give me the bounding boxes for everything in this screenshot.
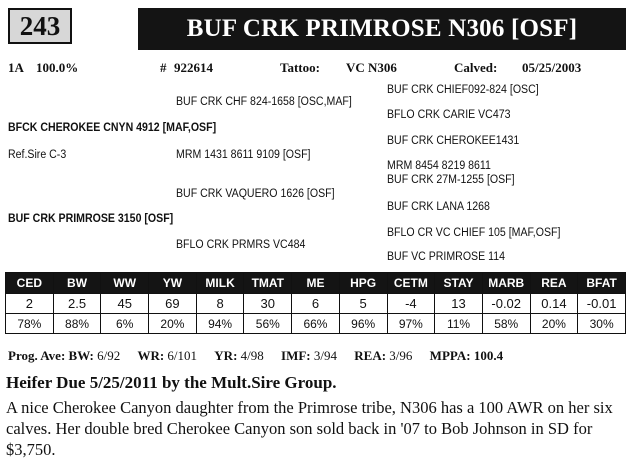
- epd-value-yw: 69: [149, 294, 197, 314]
- epd-table: [5, 272, 626, 334]
- prog-mppa-value: 100.4: [473, 348, 504, 363]
- pedigree-ssd: BFLO CRK CARIE VC473: [387, 109, 511, 121]
- epd-value-row: [6, 294, 626, 314]
- tattoo-value: VC N306: [346, 60, 397, 75]
- calved-label: Calved:: [454, 60, 498, 75]
- heifer-due-note: Heifer Due 5/25/2011 by the Mult.Sire Group.: [6, 373, 337, 392]
- epd-acc-bfat: 30%: [578, 314, 626, 334]
- lot-number: 243: [8, 8, 72, 44]
- epd-acc-milk: 94%: [196, 314, 244, 334]
- pedigree-dam-dam: BFLO CRK PRMRS VC484: [176, 239, 306, 251]
- epd-value-me: 6: [292, 294, 340, 314]
- epd-header-tmat: TMAT: [244, 273, 292, 294]
- prog-imf-value: 3/94: [313, 348, 338, 363]
- prog-imf-label: IMF:: [281, 348, 311, 363]
- pedigree-ddd: BUF VC PRIMROSE 114: [387, 251, 505, 263]
- epd-header-yw: YW: [149, 273, 197, 294]
- prog-rea-value: 3/96: [389, 348, 413, 363]
- pedigree-dam-sire: BUF CRK VAQUERO 1626 [OSF]: [176, 188, 335, 200]
- epd-header-rea: REA: [530, 273, 578, 294]
- epd-value-stay: 13: [435, 294, 483, 314]
- tattoo-label: Tattoo:: [280, 60, 320, 75]
- percent: 100.0%: [36, 60, 79, 75]
- prog-bw-value: 6/92: [97, 348, 121, 363]
- epd-value-cetm: -4: [387, 294, 435, 314]
- prog-wr-value: 6/101: [167, 348, 198, 363]
- pedigree-sire-dam: MRM 1431 8611 9109 [OSF]: [176, 149, 311, 161]
- prog-bw-label: Prog. Ave: BW:: [8, 348, 94, 363]
- epd-header-hpg: HPG: [339, 273, 387, 294]
- epd-acc-rea: 20%: [530, 314, 578, 334]
- prog-yr-label: YR:: [214, 348, 238, 363]
- epd-value-tmat: 30: [244, 294, 292, 314]
- calved-value: 05/25/2003: [522, 60, 582, 75]
- epd-acc-ww: 6%: [101, 314, 149, 334]
- pedigree-sire: BFCK CHEROKEE CNYN 4912 [MAF,OSF]: [8, 122, 217, 134]
- epd-acc-me: 66%: [292, 314, 340, 334]
- epd-header-ww: WW: [101, 273, 149, 294]
- pedigree-dss: BUF CRK 27M-1255 [OSF]: [387, 174, 515, 186]
- epd-acc-hpg: 96%: [339, 314, 387, 334]
- epd-value-marb: -0.02: [482, 294, 530, 314]
- epd-header-milk: MILK: [196, 273, 244, 294]
- epd-acc-yw: 20%: [149, 314, 197, 334]
- epd-acc-tmat: 56%: [244, 314, 292, 334]
- epd-header-stay: STAY: [435, 273, 483, 294]
- pedigree-dds: BFLO CR VC CHIEF 105 [MAF,OSF]: [387, 227, 561, 239]
- epd-acc-marb: 58%: [482, 314, 530, 334]
- pedigree-sds: BUF CRK CHEROKEE1431: [387, 135, 520, 147]
- epd-acc-ced: 78%: [6, 314, 54, 334]
- epd-header-marb: MARB: [482, 273, 530, 294]
- epd-header-bw: BW: [53, 273, 101, 294]
- pedigree-sdd: MRM 8454 8219 8611: [387, 160, 491, 172]
- epd-acc-bw: 88%: [53, 314, 101, 334]
- pedigree-sss: BUF CRK CHIEF092-824 [OSC]: [387, 84, 539, 96]
- pedigree-sire-note: Ref.Sire C-3: [8, 149, 67, 161]
- epd-header-row: [6, 273, 626, 294]
- epd-value-bw: 2.5: [53, 294, 101, 314]
- registration-number: 922614: [174, 60, 213, 75]
- epd-value-hpg: 5: [339, 294, 387, 314]
- epd-value-rea: 0.14: [530, 294, 578, 314]
- pedigree-sire-sire: BUF CRK CHF 824-1658 [OSC,MAF]: [176, 96, 352, 108]
- epd-value-bfat: -0.01: [578, 294, 626, 314]
- epd-value-milk: 8: [196, 294, 244, 314]
- reg-prefix: #: [160, 60, 167, 75]
- pedigree-dsd: BUF CRK LANA 1268: [387, 201, 490, 213]
- epd-header-me: ME: [292, 273, 340, 294]
- epd-header-ced: CED: [6, 273, 54, 294]
- prog-wr-label: WR:: [137, 348, 165, 363]
- pedigree-dam: BUF CRK PRIMROSE 3150 [OSF]: [8, 213, 174, 225]
- epd-acc-stay: 11%: [435, 314, 483, 334]
- epd-value-ww: 45: [101, 294, 149, 314]
- prog-rea-label: REA:: [354, 348, 387, 363]
- prog-yr-value: 4/98: [240, 348, 264, 363]
- prog-mppa-label: MPPA:: [429, 348, 471, 363]
- epd-header-cetm: CETM: [387, 273, 435, 294]
- lot-description: A nice Cherokee Canyon daughter from the Primrose tribe, N306 has a 100 AWR on her six calves. Her double bred Cherokee Canyon son sold back in '07 to Bob Johnson in SD for $3,750.: [6, 398, 613, 459]
- epd-value-ced: 2: [6, 294, 54, 314]
- epd-acc-cetm: 97%: [387, 314, 435, 334]
- class-code: 1A: [8, 60, 24, 75]
- progeny-averages: [8, 348, 503, 364]
- epd-accuracy-row: [6, 314, 626, 334]
- animal-name: BUF CRK PRIMROSE N306 [OSF]: [138, 8, 626, 50]
- epd-header-bfat: BFAT: [578, 273, 626, 294]
